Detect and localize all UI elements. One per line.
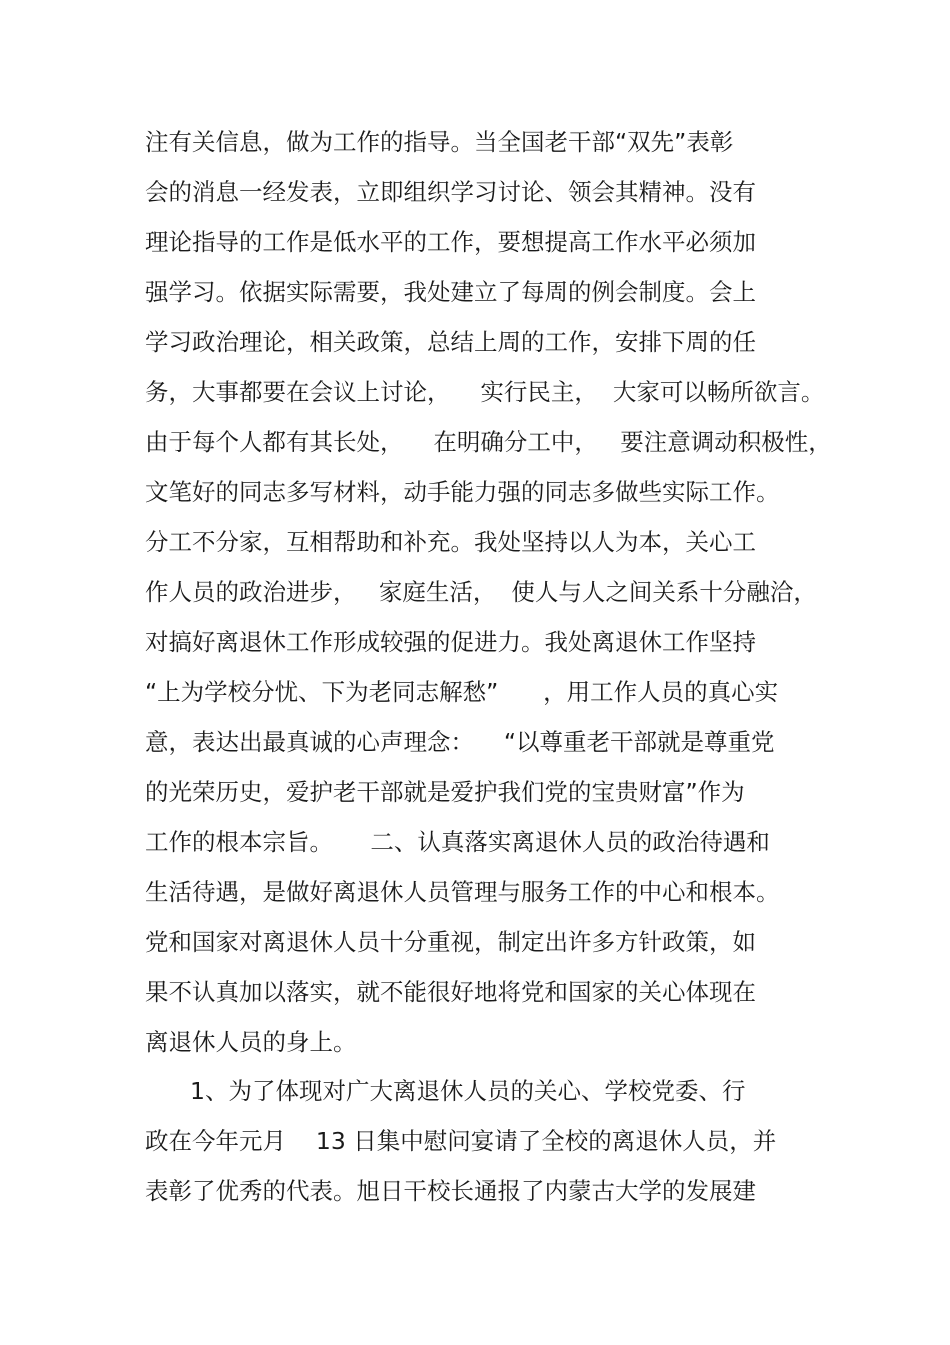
text-line: 由于每个人都有其长处， 在明确分工中， 要注意调动积极性， — [145, 428, 832, 456]
text-line: 文笔好的同志多写材料，动手能力强的同志多做些实际工作。 — [145, 478, 780, 506]
text-line: 生活待遇，是做好离退休人员管理与服务工作的中心和根本。 — [145, 878, 780, 906]
text-line: 理论指导的工作是低水平的工作，要想提高工作水平必须加 — [145, 228, 756, 256]
text-line: 果不认真加以落实，就不能很好地将党和国家的关心体现在 — [145, 978, 756, 1006]
text-line: 对搞好离退休工作形成较强的促进力。我处离退休工作坚持 — [145, 628, 756, 656]
text-line: 意，表达出最真诚的心声理念： “以尊重老干部就是尊重党 — [145, 728, 775, 756]
text-line: 作人员的政治进步， 家庭生活， 使人与人之间关系十分融洽， — [145, 578, 817, 606]
text-line: 1、为了体现对广大离退休人员的关心、学校党委、行 — [190, 1077, 746, 1105]
text-line: 工作的根本宗旨。 二、认真落实离退休人员的政治待遇和 — [145, 828, 770, 856]
text-line: 党和国家对离退休人员十分重视，制定出许多方针政策，如 — [145, 928, 756, 956]
text-line: “上为学校分忧、下为老同志解愁” ，用工作人员的真心实 — [145, 678, 779, 706]
text-line: 会的消息一经发表，立即组织学习讨论、领会其精神。没有 — [145, 178, 756, 206]
text-line: 的光荣历史，爱护老干部就是爱护我们党的宝贵财富”作为 — [145, 778, 745, 806]
text-line: 分工不分家，互相帮助和补充。我处坚持以人为本，关心工 — [145, 528, 756, 556]
text-line: 强学习。依据实际需要，我处建立了每周的例会制度。会上 — [145, 278, 756, 306]
text-line: 离退休人员的身上。 — [145, 1028, 357, 1056]
text-line: 学习政治理论，相关政策，总结上周的工作，安排下周的任 — [145, 328, 756, 356]
text-line: 政在今年元月 13 日集中慰问宴请了全校的离退休人员，并 — [145, 1127, 777, 1155]
text-line: 注有关信息，做为工作的指导。当全国老干部“双先”表彰 — [145, 128, 734, 156]
text-line: 务，大事都要在会议上讨论， 实行民主， 大家可以畅所欲言。 — [145, 378, 825, 406]
text-line: 表彰了优秀的代表。旭日干校长通报了内蒙古大学的发展建 — [145, 1177, 756, 1205]
